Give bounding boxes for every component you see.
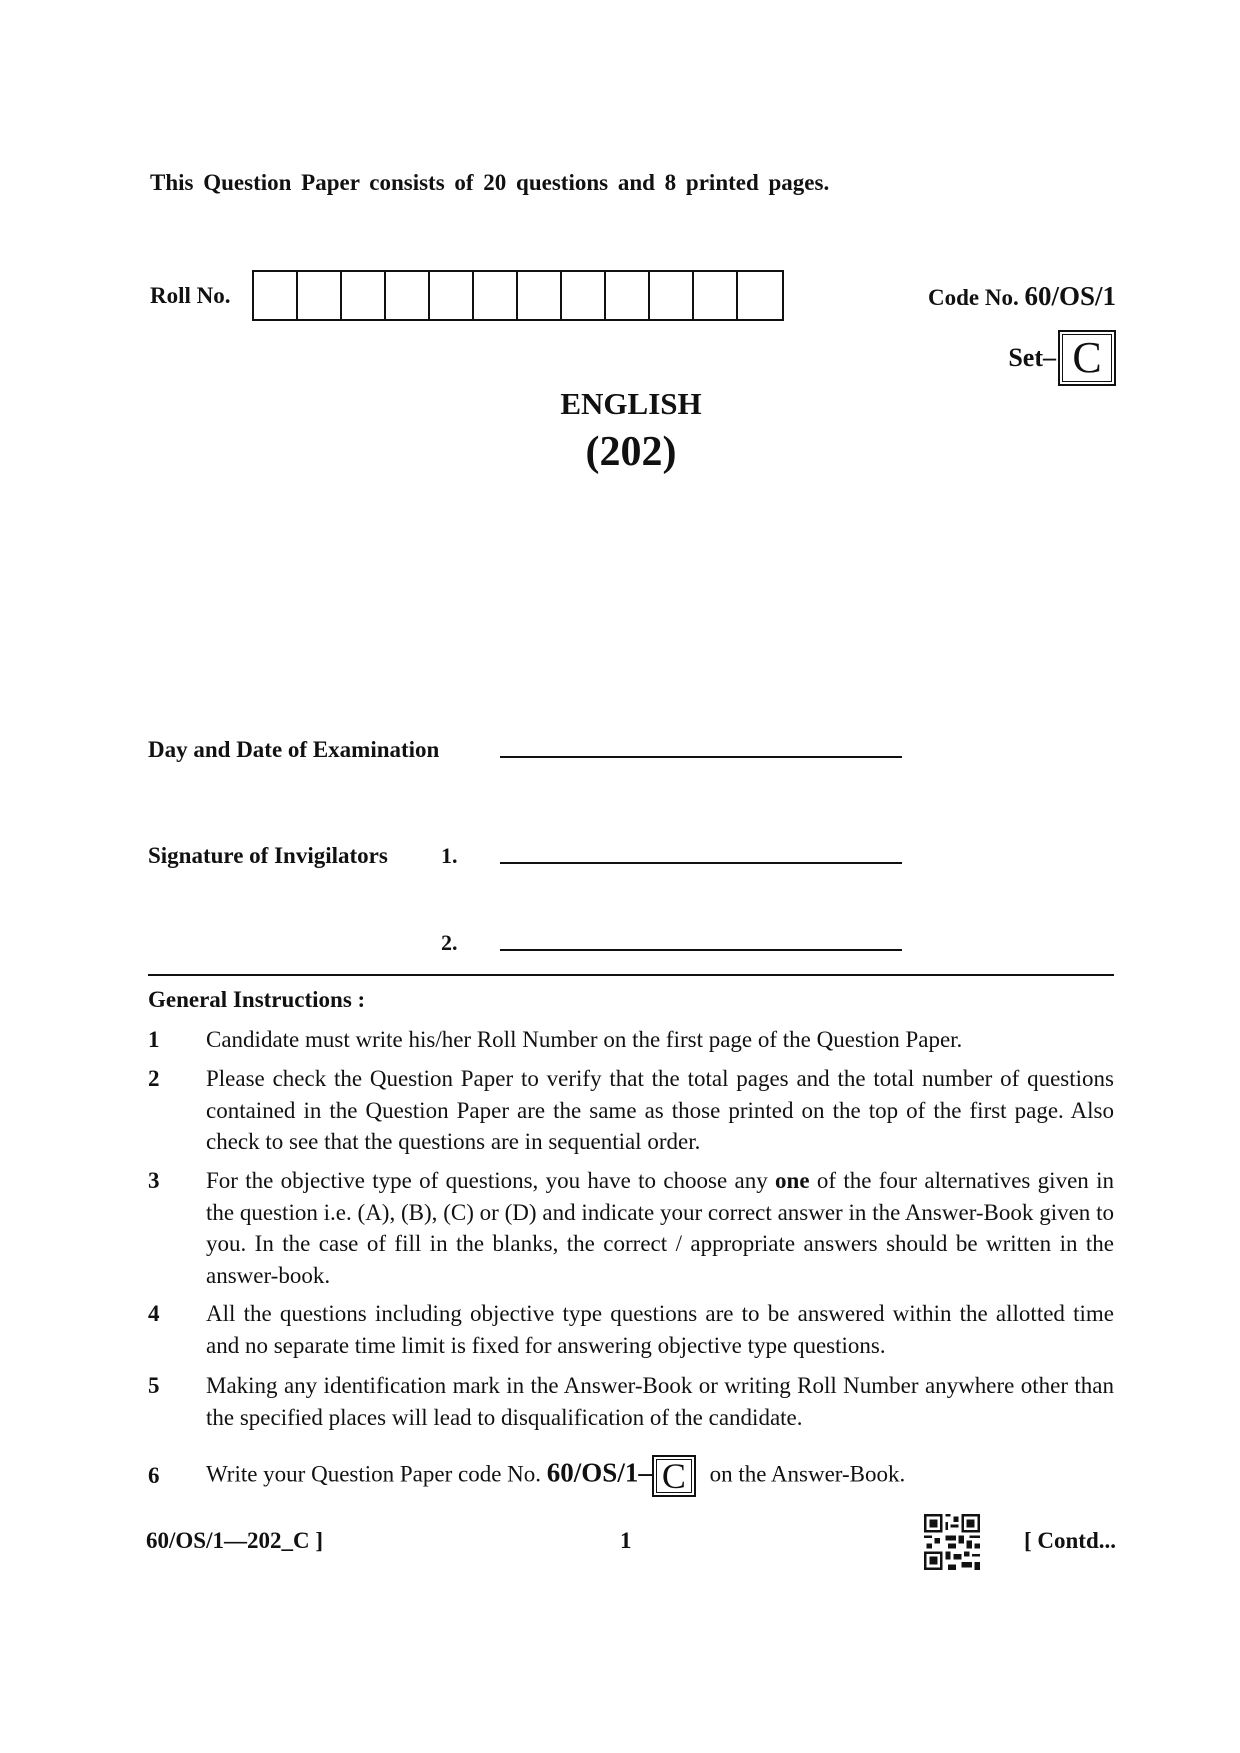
code-number-value: 60/OS/1: [1024, 281, 1116, 311]
signature-line-1[interactable]: [500, 862, 902, 864]
instruction-text: [206, 1455, 1114, 1497]
signature-number-1: 1.: [441, 843, 458, 868]
section-divider: [148, 974, 1114, 976]
instruction-text-part: on the Answer-Book.: [709, 1461, 906, 1487]
instruction-emphasis: one: [775, 1168, 810, 1193]
roll-number-box[interactable]: [606, 272, 650, 319]
date-of-examination-line[interactable]: [500, 756, 902, 758]
roll-number-box[interactable]: [474, 272, 518, 319]
instruction-number: 1: [148, 1027, 160, 1052]
answer-book-code: 60/OS/1–: [546, 1457, 652, 1488]
qr-code-icon: [924, 1514, 980, 1570]
roll-number-box[interactable]: [518, 272, 562, 319]
subject-name: ENGLISH: [560, 386, 702, 421]
instruction-text: Making any identification mark in the Answer-Book or writing Roll Number anywhere other than the specified places will lead to disqualification of the candidate.: [206, 1373, 1114, 1430]
code-number: [928, 281, 1116, 312]
instruction-text-part: Write your Question Paper code No.: [206, 1461, 542, 1487]
instruction-number: 2: [148, 1066, 160, 1091]
roll-number-box[interactable]: [254, 272, 298, 319]
instruction-item: [148, 1165, 1114, 1291]
subject-code: (202): [585, 429, 677, 475]
set-indicator: [1008, 330, 1116, 386]
set-value-box: C: [652, 1455, 696, 1497]
instruction-text-part: of the four alternatives given in the question i.e. (A), (B), (C) or (D) and indicate your correct answer in the Answer-Book given to you. In the case of fill in the blanks, the correct / appropriate answers should be written in the answer-book.: [206, 1168, 1114, 1288]
set-value-box: C: [1058, 330, 1116, 386]
roll-number-box[interactable]: [386, 272, 430, 319]
footer-paper-code: 60/OS/1—202_C ]: [146, 1528, 323, 1553]
instruction-item: [148, 1370, 1114, 1433]
roll-number-label: Roll No.: [150, 283, 231, 308]
instruction-item: [148, 1455, 1114, 1497]
roll-number-boxes: [252, 270, 784, 321]
instruction-text: Candidate must write his/her Roll Number on the first page of the Question Paper.: [206, 1027, 963, 1052]
roll-number-box[interactable]: [298, 272, 342, 319]
instruction-text: Please check the Question Paper to verify that the total pages and the total number of questions contained in the Question Paper are the same as those printed on the top of the first page. Also check to see that the questions are in sequential order.: [206, 1066, 1114, 1154]
instruction-text: [206, 1165, 1114, 1291]
instruction-text: All the questions including objective type questions are to be answered within the allotted time and no separate time limit is fixed for answering objective type questions.: [206, 1301, 1114, 1358]
instruction-number: 4: [148, 1301, 160, 1326]
signature-line-2[interactable]: [500, 949, 902, 951]
roll-number-box[interactable]: [650, 272, 694, 319]
set-label: Set–: [1008, 343, 1056, 372]
instruction-text-part: For the objective type of questions, you have to choose any: [206, 1168, 768, 1193]
instruction-item: [148, 1063, 1114, 1158]
instruction-number: 6: [148, 1463, 160, 1489]
roll-number-box[interactable]: [738, 272, 782, 319]
continued-label: [ Contd...: [1023, 1528, 1116, 1553]
instruction-number: 3: [148, 1168, 160, 1193]
code-number-label: Code No.: [927, 285, 1019, 310]
instruction-number: 5: [148, 1373, 160, 1398]
page-number: 1: [620, 1528, 632, 1553]
roll-number-box[interactable]: [430, 272, 474, 319]
general-instructions-title: General Instructions :: [148, 987, 366, 1012]
instruction-item: [148, 1024, 1114, 1056]
roll-number-box[interactable]: [562, 272, 606, 319]
signature-number-2: 2.: [441, 930, 458, 955]
instruction-item: [148, 1298, 1114, 1361]
paper-info-line: This Question Paper consists of 20 questions and 8 printed pages.: [150, 170, 830, 195]
roll-number-box[interactable]: [694, 272, 738, 319]
date-of-examination-label: Day and Date of Examination: [148, 737, 440, 762]
signature-of-invigilators-label: Signature of Invigilators: [148, 843, 388, 868]
roll-number-box[interactable]: [342, 272, 386, 319]
